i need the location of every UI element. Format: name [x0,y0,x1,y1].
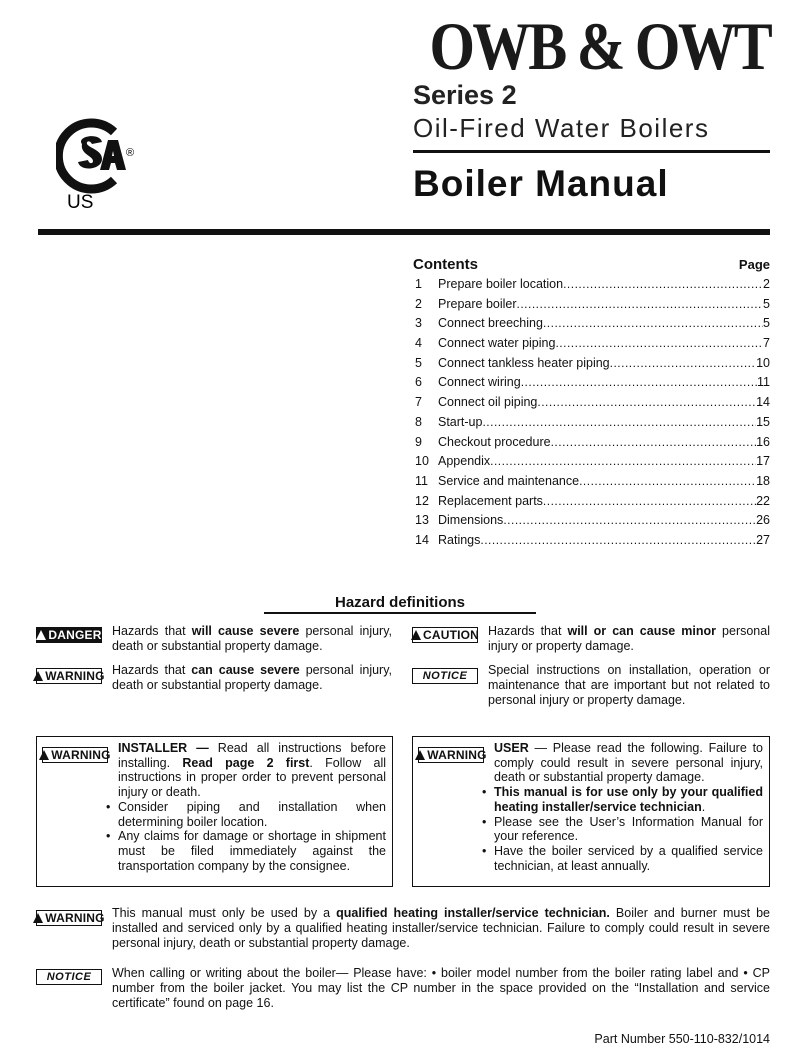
toc-number: 2 [415,296,422,311]
toc-list [413,277,770,553]
product-subtitle: Oil-Fired Water Boilers [413,113,710,143]
danger-badge: DANGER [36,627,102,643]
notice-definition: Special instructions on installation, operation or maintenance that are important but not related to personal injury or property damage. [488,663,770,707]
toc-page: 16 [756,434,770,449]
toc-row [413,415,770,435]
contents-title: Contents [413,256,478,273]
toc-leader-dots [555,336,763,350]
qualified-warning-text: This manual must only be used by a qualified heating installer/service technician. Boiler and burner must be installed and serviced only by a qualified heating installer/service technician. Failure to comply could result in severe personal injury, death or substantial property damage. [112,906,771,950]
toc-label: Service and maintenance [438,473,580,488]
csa-us-text: US [67,192,94,213]
toc-page: 11 [757,375,770,390]
installer-warning-badge: WARNING [42,747,108,763]
toc-row [413,316,770,336]
warning-triangle-icon [39,750,49,760]
qualified-warning-badge: WARNING [36,910,102,926]
part-number: Part Number 550-110-832/1014 [594,1032,770,1046]
toc-page: 17 [756,454,770,469]
registered-mark: ® [126,147,135,159]
toc-number: 9 [415,434,422,449]
caution-badge: CAUTION [412,627,478,643]
warning-triangle-icon [33,913,43,923]
toc-leader-dots [521,375,757,389]
toc-leader-dots [480,533,756,547]
toc-label: Connect oil piping [438,395,538,410]
warning-triangle-icon [411,630,421,640]
toc-page: 22 [756,493,770,508]
toc-leader-dots [543,494,756,508]
toc-number: 10 [415,454,429,469]
toc-page: 2 [763,277,770,291]
toc-row [413,356,770,376]
toc-number: 12 [415,493,429,508]
toc-number: 3 [415,316,422,331]
toc-leader-dots [517,297,764,311]
toc-row [413,336,770,356]
toc-row [413,375,770,395]
installer-bullet: • Consider piping and installation when determining boiler location. [103,800,386,829]
toc-label: Connect wiring [438,375,521,390]
toc-page: 18 [756,473,770,488]
toc-row [413,494,770,514]
header-rule [413,150,770,153]
toc-row [413,474,770,494]
toc-label: Connect water piping [438,336,556,351]
contents-page-header: Page [738,257,770,272]
user-bullet: • Have the boiler serviced by a qualified service technician, at least annually. [479,844,763,873]
warning-triangle-icon [33,671,43,681]
hazard-title-rule [264,612,536,614]
hazard-definitions-title: Hazard definitions [334,594,465,611]
toc-leader-dots [551,435,757,449]
toc-label: Dimensions [438,513,504,528]
toc-leader-dots [482,415,756,429]
toc-label: Start-up [438,414,483,429]
toc-label: Ratings [438,532,481,547]
toc-leader-dots [537,395,756,409]
toc-page: 15 [756,414,770,429]
installer-bullet: • Any claims for damage or shortage in shipment must be filed immediately against the transportation company by the consignee. [103,829,386,873]
toc-label: Prepare boiler location [438,277,564,291]
toc-page: 27 [756,532,770,547]
warning-triangle-icon [36,630,46,640]
toc-number: 4 [415,336,422,351]
toc-leader-dots [503,513,756,527]
toc-row [413,533,770,553]
toc-label: Connect breeching [438,316,543,331]
toc-label: Checkout procedure [438,434,551,449]
user-bullet: • Please see the User’s Information Manual for your reference. [479,815,763,844]
toc-number: 13 [415,513,429,528]
toc-label: Appendix [438,454,491,469]
warning-badge: WARNING [36,668,102,684]
toc-label: Connect tankless heater piping [438,355,610,370]
toc-leader-dots [610,356,756,370]
csa-logo-icon [56,118,146,214]
toc-number: 7 [415,395,422,410]
installer-warning-text: INSTALLER — Read all instructions before installing. Read page 2 first. Follow all instructions in proper order to prevent personal injury or death. • Consider piping and installation when determining boiler location. • Any claims for damage or shortage in shipment must be filed immediately against the transportation company by the consignee. [118,741,386,873]
warning-definition: Hazards that can cause severe personal injury, death or substantial property damage. [112,663,393,692]
brand-title: OWB & OWT [429,8,770,84]
toc-row [413,454,770,474]
user-warning-text: USER — Please read the following. Failure to comply could result in severe personal injury, death or substantial property damage. • This manual is for use only by your qualified heating installer/service technician. • Please see the User’s Information Manual for your reference. • Have the boiler serviced by a qualified service technician, at least annually. [494,741,763,873]
caution-definition: Hazards that will or can cause minor personal injury or property damage. [488,624,770,653]
toc-number: 6 [415,375,422,390]
toc-row [413,435,770,455]
bottom-notice-text: When calling or writing about the boiler— Please have: • boiler model number from the boiler rating label and • CP number from the boiler jacket. You may list the CP number in the space provided on the “Installation and service certificate” found on page 16. [112,966,770,1010]
toc-page: 14 [756,395,770,410]
manual-title: Boiler Manual [413,163,669,204]
user-warning-badge: WARNING [418,747,484,763]
series-label: Series 2 [413,80,517,110]
toc-number: 8 [415,414,422,429]
toc-row [413,297,770,317]
toc-page: 5 [763,316,770,331]
toc-page: 7 [763,336,770,351]
toc-row [413,513,770,533]
toc-leader-dots [490,454,756,468]
toc-row [413,395,770,415]
toc-leader-dots [579,474,756,488]
toc-leader-dots [563,277,763,291]
toc-row [413,277,770,297]
warning-triangle-icon [415,750,425,760]
toc-label: Prepare boiler [438,296,517,311]
toc-number: 5 [415,355,422,370]
csa-certification-logo [56,118,146,214]
danger-definition: Hazards that will cause severe personal injury, death or substantial property damage. [112,624,393,653]
toc-number: 11 [415,473,428,488]
toc-leader-dots [543,316,763,330]
user-bullet: • This manual is for use only by your qualified heating installer/service technician. [479,785,763,814]
table-of-contents [413,256,770,553]
header-divider [38,229,770,235]
toc-number: 1 [415,277,422,291]
toc-label: Replacement parts [438,493,543,508]
toc-page: 26 [756,513,770,528]
notice-badge: NOTICE [412,668,478,684]
toc-page: 5 [763,296,770,311]
toc-number: 14 [415,532,429,547]
bottom-notice-badge: NOTICE [36,969,102,985]
toc-page: 10 [756,355,770,370]
